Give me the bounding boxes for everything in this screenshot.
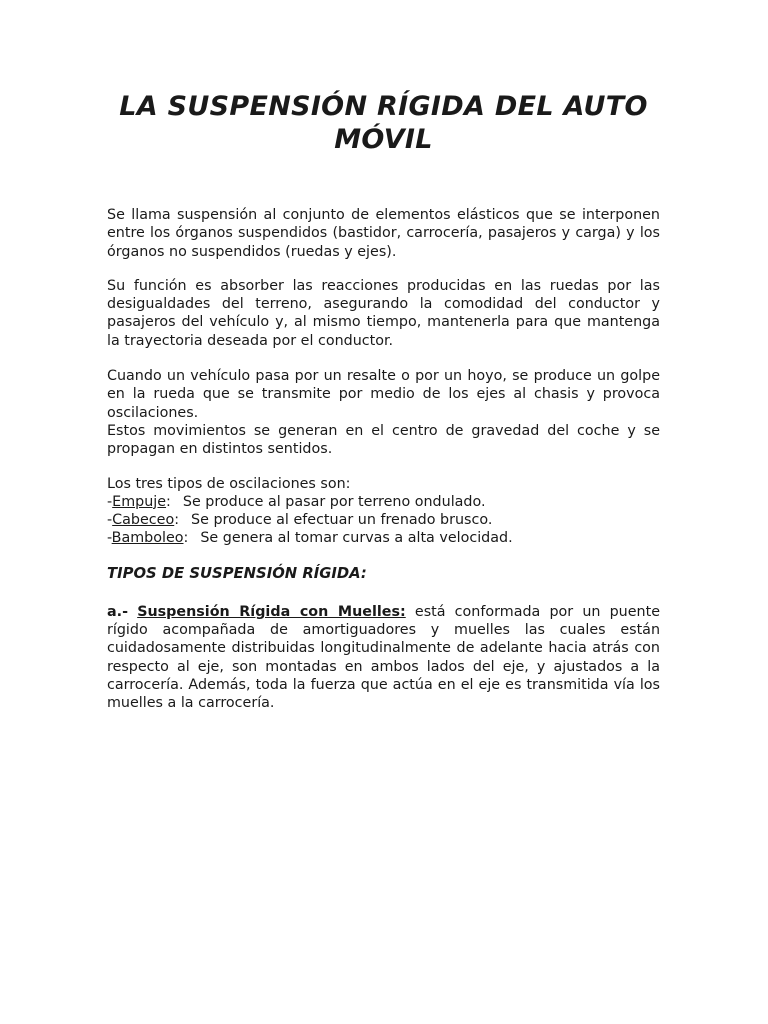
list-item-prefix: - xyxy=(107,493,113,510)
section-a-paragraph xyxy=(107,603,660,713)
paragraph-oscillations xyxy=(107,367,660,458)
list-item-separator: : xyxy=(174,512,180,529)
section-a-marker: a.- xyxy=(107,603,129,620)
list-item-term: Bamboleo xyxy=(111,530,184,547)
paragraph-definition: Se llama suspensión al conjunto de elementos elásticos que se interponen entre los órganos suspendidos (bastidor, carrocería, pasajeros y carga) y los órganos no suspendidos (ruedas y ejes). xyxy=(107,207,660,260)
list-item-description: Se produce al efectuar un frenado brusco. xyxy=(191,512,493,529)
section-a-heading: Suspensión Rígida con Muelles: xyxy=(137,603,406,620)
list-item-description: Se genera al tomar curvas a alta velocidad. xyxy=(200,530,513,547)
oscillation-types-intro: Los tres tipos de oscilaciones son: xyxy=(107,475,351,492)
list-item-prefix: - xyxy=(107,512,113,529)
title-line-2: MÓVIL xyxy=(334,124,433,155)
section-a-body: está conformada por un puente rígido acompañada de amortiguadores y muelles las cuales están cuidadosamente distribuidas longitudinalmente de adelante hacia atrás con respecto al eje, son montadas en ambos lados del eje, y ajustados a la carrocería. Además, toda la fuerza que actúa en el eje es transmitida vía los muelles a la carrocería. xyxy=(107,603,661,712)
list-item xyxy=(107,493,660,511)
list-item-separator: : xyxy=(183,530,189,547)
title-line-1: LA SUSPENSIÓN RÍGIDA DEL AUTO xyxy=(119,91,648,122)
paragraph-function: Su función es absorber las reacciones producidas en las ruedas por las desigualdades del terreno, asegurando la comodidad del conductor y pasajeros del vehículo y, al mismo tiempo, mantenerla para que mantenga la trayectoria deseada por el conductor. xyxy=(107,277,660,349)
document-title xyxy=(107,90,660,156)
list-item xyxy=(107,529,660,547)
list-item xyxy=(107,511,660,529)
oscillation-types xyxy=(107,475,660,548)
document-page xyxy=(107,90,660,713)
list-item-description: Se produce al pasar por terreno ondulado. xyxy=(182,493,486,510)
section-heading: TIPOS DE SUSPENSIÓN RÍGIDA: xyxy=(107,564,367,582)
paragraph-oscillations-part-b: Estos movimientos se generan en el centro de gravedad del coche y se propagan en distintos sentidos. xyxy=(107,422,660,458)
paragraph-oscillations-part-a: Cuando un vehículo pasa por un resalte o por un hoyo, se produce un golpe en la rueda que se transmite por medio de los ejes al chasis y provoca oscilaciones. xyxy=(107,368,660,421)
list-item-term: Empuje xyxy=(112,493,167,510)
list-item-term: Cabeceo xyxy=(112,512,175,529)
list-item-separator: : xyxy=(166,493,171,510)
list-item-prefix: - xyxy=(107,530,112,547)
